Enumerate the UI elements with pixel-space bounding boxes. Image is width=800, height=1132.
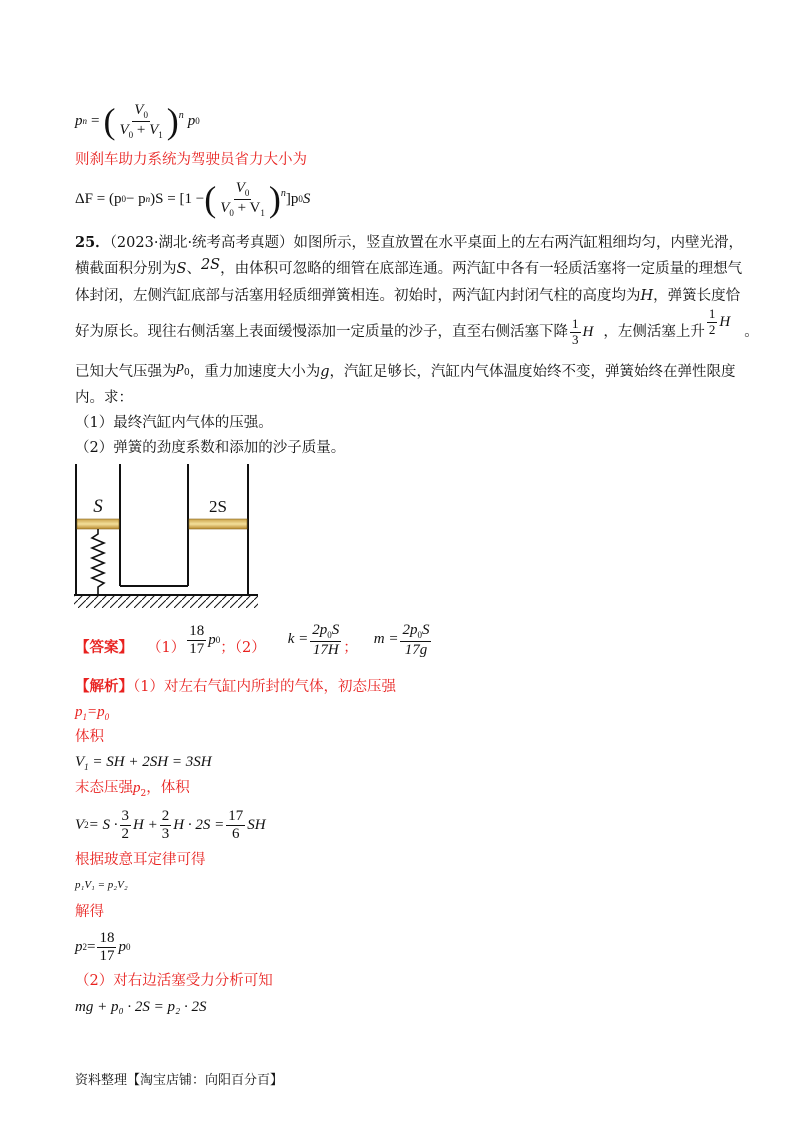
paren: ( bbox=[204, 179, 217, 219]
problem-line-1 bbox=[75, 236, 743, 251]
right-area-label: 2S bbox=[209, 497, 227, 516]
formula-text: 3 bbox=[161, 825, 170, 842]
paren: ( bbox=[103, 101, 116, 141]
problem-text: 、 bbox=[186, 261, 201, 277]
analysis-text: ，体积 bbox=[146, 780, 190, 796]
problem-text: H bbox=[640, 288, 654, 304]
problem-line-6: 内。求： bbox=[75, 390, 133, 406]
formula-text: 3 bbox=[572, 331, 579, 347]
formula-text: 2 bbox=[82, 942, 87, 952]
ground-hatch bbox=[74, 596, 258, 608]
formula-text: 0 bbox=[104, 712, 110, 722]
analysis-boyle-label: 根据玻意耳定律可得 bbox=[75, 852, 206, 868]
formula-boyle: p₁V₁ = p₂V₂ bbox=[75, 879, 128, 891]
formula-force-balance: mg + p₀ · 2S = p₂ · 2S bbox=[75, 999, 207, 1015]
problem-text: ，汽缸足够长，汽缸内气体温度始终不变，弹簧始终在弹性限度 bbox=[329, 364, 736, 380]
formula-text: 0 bbox=[298, 194, 303, 204]
spring bbox=[92, 529, 104, 594]
fraction bbox=[160, 808, 172, 842]
formula-text: p bbox=[133, 780, 141, 796]
formula-text: 1 bbox=[158, 129, 163, 140]
problem-line-2 bbox=[75, 257, 743, 277]
formula-text: S bbox=[421, 621, 430, 638]
formula-text: p bbox=[208, 631, 216, 648]
fraction bbox=[97, 930, 116, 964]
formula-text: m = bbox=[373, 631, 399, 648]
problem-text: ，弹簧长度恰 bbox=[653, 288, 741, 304]
problem-line-5 bbox=[75, 359, 736, 383]
problem-text: 好为原长。现往右侧活塞上表面缓慢添加一定质量的沙子，直至右侧活塞下降 bbox=[75, 323, 568, 340]
formula-text: 0 bbox=[327, 629, 332, 640]
formula-text: 2 bbox=[140, 788, 147, 799]
left-piston bbox=[77, 519, 119, 529]
formula-text: 1 bbox=[572, 316, 579, 332]
cylinder-diagram bbox=[70, 464, 265, 618]
formula-text: H + bbox=[133, 816, 158, 833]
formula-text: p bbox=[75, 938, 83, 955]
formula-text: V bbox=[75, 754, 85, 770]
formula-text: 0 bbox=[184, 367, 190, 378]
formula-text: 2p bbox=[312, 621, 328, 638]
formula-text: 2 bbox=[121, 825, 130, 842]
right-piston bbox=[189, 519, 247, 529]
analysis-text: （1）对左右气缸内所封的气体，初态压强 bbox=[133, 679, 396, 695]
analysis-line-1 bbox=[75, 680, 396, 695]
formula-text: n bbox=[82, 116, 87, 126]
problem-line-4 bbox=[75, 306, 759, 354]
formula-text: V bbox=[235, 179, 245, 196]
formula-text: 0 bbox=[229, 207, 234, 218]
analysis-p1 bbox=[75, 705, 109, 722]
formula-pn bbox=[75, 98, 200, 144]
formula-text: n bbox=[145, 194, 151, 204]
problem-text: ，左侧活塞上升 bbox=[603, 323, 705, 340]
formula-text: V bbox=[119, 121, 129, 138]
formula-text: p bbox=[75, 112, 83, 129]
problem-text: 2S bbox=[200, 257, 221, 273]
formula-text: 1 bbox=[260, 207, 265, 218]
left-area-label: S bbox=[93, 496, 103, 517]
problem-text: （2023·湖北·统考高考真题）如图所示，竖直放置在水平桌面上的左右两汽缸粗细均匀，内壁光滑， bbox=[109, 235, 744, 251]
formula-text: n bbox=[178, 109, 184, 121]
formula-text: 3 bbox=[121, 808, 130, 824]
answer-text: （1） bbox=[147, 639, 186, 656]
formula-text: 2p bbox=[402, 621, 418, 638]
paren: ) bbox=[268, 179, 281, 219]
analysis-text: 末态压强 bbox=[75, 780, 133, 796]
problem-number: 25． bbox=[75, 234, 110, 251]
paren: ) bbox=[166, 101, 179, 141]
equals: = bbox=[91, 112, 100, 129]
analysis-volume-label: 体积 bbox=[75, 729, 104, 745]
formula-text: + V bbox=[233, 199, 261, 216]
fraction bbox=[226, 808, 245, 842]
formula-text: S bbox=[331, 621, 340, 638]
formula-text: )S = [1 − bbox=[150, 190, 205, 207]
formula-text: p bbox=[118, 938, 126, 955]
answer-text: ；（2） bbox=[220, 639, 266, 656]
formula-text: 2 bbox=[161, 808, 170, 824]
analysis-final-state bbox=[75, 781, 190, 799]
problem-text: 。 bbox=[744, 323, 759, 340]
formula-text: V bbox=[220, 199, 230, 216]
formula-text: = bbox=[87, 938, 96, 955]
question-2: （2）弹簧的劲度系数和添加的沙子质量。 bbox=[75, 440, 346, 456]
formula-text: 1 bbox=[84, 762, 89, 772]
question-1: （1）最终汽缸内气体的压强。 bbox=[75, 415, 273, 431]
fraction bbox=[400, 622, 431, 658]
formula-text: H · 2S = bbox=[173, 816, 225, 833]
formula-p2 bbox=[75, 926, 130, 968]
formula-v1 bbox=[75, 755, 212, 772]
fraction bbox=[707, 307, 718, 337]
analysis-solve-label: 解得 bbox=[75, 904, 104, 920]
formula-text: 2 bbox=[84, 820, 89, 830]
footer-text: 资料整理【淘宝店铺：向阳百分百】 bbox=[75, 1073, 284, 1088]
formula-text: V bbox=[75, 816, 85, 833]
formula-text: 17g bbox=[404, 641, 428, 658]
fraction bbox=[218, 180, 267, 219]
problem-text: 已知大气压强为 bbox=[75, 364, 177, 380]
formula-text: =p bbox=[87, 704, 105, 720]
formula-text: 17 bbox=[189, 640, 205, 657]
formula-text: ]p bbox=[285, 190, 299, 207]
formula-text: 0 bbox=[121, 194, 126, 204]
formula-text: p bbox=[187, 112, 196, 129]
formula-text: 2 bbox=[708, 321, 716, 337]
formula-text: V bbox=[149, 121, 159, 138]
answer-line bbox=[75, 621, 433, 672]
analysis-tag: 【解析】 bbox=[75, 678, 133, 695]
fraction bbox=[187, 623, 206, 657]
fraction bbox=[570, 317, 581, 347]
formula-text: S bbox=[302, 190, 311, 207]
problem-text: 体封闭，左侧汽缸底部与活塞用轻质细弹簧相连。初始时，两汽缸内封闭气柱的高度均为 bbox=[75, 288, 641, 304]
formula-text: p bbox=[176, 359, 184, 375]
formula-text: = S · bbox=[88, 816, 118, 833]
formula-text: 0 bbox=[417, 629, 422, 640]
formula-delta-f bbox=[75, 176, 310, 222]
fraction bbox=[117, 102, 164, 141]
fraction bbox=[310, 622, 341, 658]
formula-text: 18 bbox=[189, 623, 205, 639]
brake-text: 则刹车助力系统为驾驶员省力大小为 bbox=[75, 152, 307, 168]
answer-text: ； bbox=[343, 639, 358, 656]
analysis-part-2: （2）对右边活塞受力分析可知 bbox=[75, 973, 273, 989]
formula-text: p bbox=[75, 704, 83, 720]
formula-text: 1 bbox=[708, 306, 716, 322]
fraction bbox=[120, 808, 132, 842]
formula-text: 17 bbox=[228, 808, 244, 824]
formula-text: 0 bbox=[195, 116, 200, 126]
answer-tag: 【答案】 bbox=[75, 638, 133, 656]
formula-text: SH bbox=[247, 816, 266, 833]
formula-text: 1 bbox=[82, 712, 87, 722]
problem-text: S bbox=[176, 261, 187, 277]
problem-text: g bbox=[320, 364, 330, 380]
formula-text: 0 bbox=[244, 187, 250, 198]
formula-text: H bbox=[582, 323, 594, 340]
problem-text: ，由体积可忽略的细管在底部连通。两汽缸中各有一轻质活塞将一定质量的理想气 bbox=[220, 261, 743, 277]
formula-text: = SH + 2SH = 3SH bbox=[88, 754, 212, 770]
problem-line-3 bbox=[75, 289, 740, 304]
formula-text: n bbox=[280, 187, 286, 199]
problem-text: ，重力加速度大小为 bbox=[189, 364, 321, 380]
formula-text: 17 bbox=[99, 947, 115, 964]
formula-text: k = bbox=[287, 631, 309, 648]
formula-text: ΔF = (p bbox=[75, 190, 122, 207]
problem-text: 横截面积分别为 bbox=[75, 261, 177, 277]
formula-v2 bbox=[75, 804, 266, 846]
formula-text: 6 bbox=[231, 825, 240, 842]
formula-text: 0 bbox=[128, 129, 134, 140]
formula-text: 0 bbox=[143, 109, 148, 120]
formula-text: + bbox=[136, 121, 146, 138]
formula-text: − p bbox=[125, 190, 146, 207]
formula-text: V bbox=[134, 101, 144, 118]
formula-text: 0 bbox=[125, 942, 131, 952]
formula-text: 17H bbox=[312, 641, 339, 658]
formula-text: 18 bbox=[99, 930, 115, 946]
formula-text: 0 bbox=[215, 634, 221, 645]
formula-text: H bbox=[719, 314, 731, 330]
